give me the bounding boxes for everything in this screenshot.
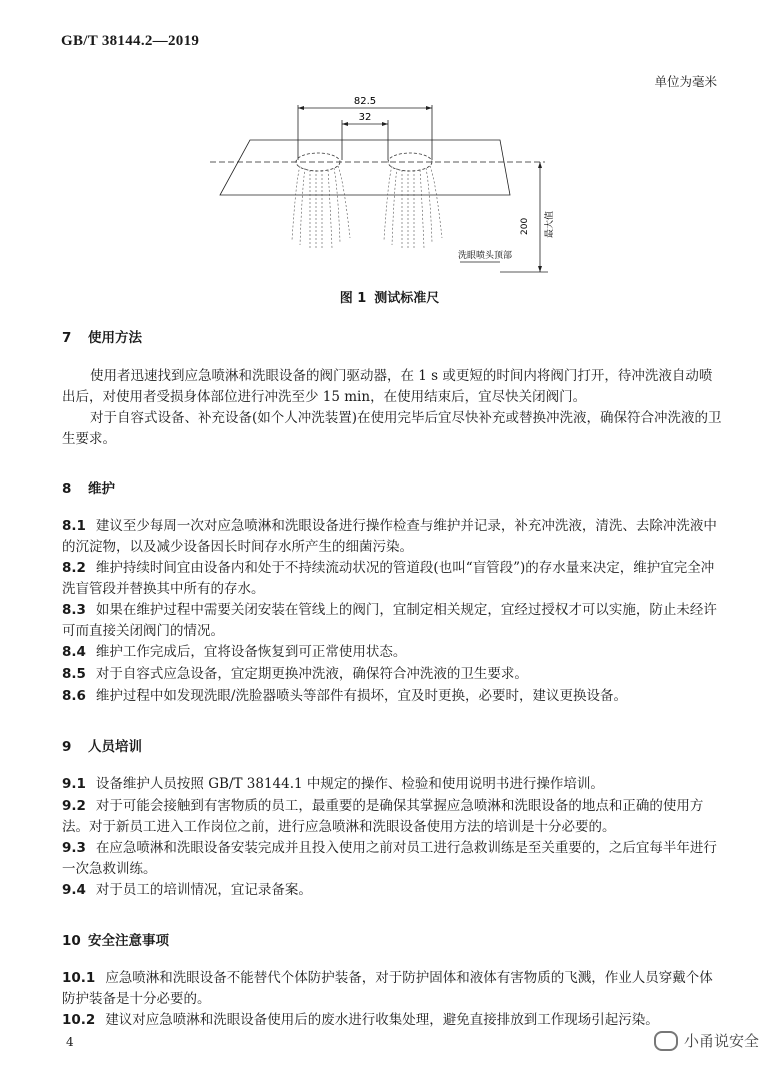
- clause-text: 对于员工的培训情况，宜记录备案。: [95, 882, 312, 898]
- clause-number: 10.2: [62, 1012, 96, 1028]
- figure-caption-title: 测试标准尺: [374, 291, 440, 306]
- paragraph: 使用者迅速找到应急喷淋和洗眼设备的阀门驱动器，在 1 s 或更短的时间内将阀门打开，待冲洗液自动喷出后，对使用者受损身体部位进行冲洗至少 15 min，在使用结束后，宜尽快关闭阀门。: [62, 368, 713, 405]
- section-title: 维护: [88, 481, 115, 497]
- dim-inner-label: 32: [358, 112, 372, 123]
- section-number: 7: [62, 330, 72, 346]
- clause-8-3: [62, 600, 722, 642]
- clause-10-1: [62, 968, 722, 1010]
- clause-number: 8.6: [62, 688, 86, 704]
- standard-number: GB/T 38144.2—2019: [61, 33, 200, 49]
- clause-number: 8.1: [62, 518, 86, 534]
- clause-number: 8.4: [62, 644, 86, 660]
- chat-bubble-icon: [654, 1031, 678, 1051]
- gauge-plate: [220, 140, 510, 195]
- clause-number: 8.3: [62, 602, 86, 618]
- page-number: 4: [66, 1035, 74, 1049]
- clause-8-1: [62, 516, 722, 558]
- clause-number: 8.5: [62, 666, 86, 682]
- clause-9-2: [62, 796, 722, 838]
- test-gauge-figure: [200, 90, 580, 280]
- section-number: 9: [62, 739, 72, 755]
- clause-10-2: [62, 1010, 722, 1031]
- clause-8-5: [62, 664, 722, 685]
- clause-text: 维护工作完成后，宜将设备恢复到可正常使用状态。: [95, 644, 407, 660]
- nozzle-top-label: 洗眼喷头顶部: [458, 251, 513, 261]
- max-value-label: 最大值: [545, 210, 555, 238]
- clause-8-2: [62, 558, 722, 600]
- clause-text: 维护过程中如发现洗眼/洗脸器喷头等部件有损坏，宜及时更换，必要时，建议更换设备。: [95, 688, 627, 704]
- dim-height-label: 200: [520, 217, 530, 235]
- section-title: 使用方法: [88, 330, 142, 346]
- clause-text: 在应急喷淋和洗眼设备安装完成并且投入使用之前对员工进行急救训练是至关重要的，之后宜每半年进行一次急救训练。: [62, 840, 717, 877]
- clause-8-6: [62, 686, 722, 707]
- clause-9-1: [62, 774, 722, 795]
- figure-caption-number: 图 1: [339, 291, 367, 306]
- spray-streams: [292, 166, 442, 250]
- clause-text: 如果在维护过程中需要关闭安装在管线上的阀门，宜制定相关规定，宜经过授权才可以实施，防止未经许可而直接关闭阀门的情况。: [62, 602, 717, 639]
- figure-caption: [0, 287, 779, 306]
- dim-outer-label: 82.5: [353, 96, 377, 107]
- section-title: 人员培训: [88, 739, 142, 755]
- clause-text: 维护持续时间宜由设备内和处于不持续流动状况的管道段(也叫“盲管段”)的存水量来决定，维护宜完全冲洗盲管段并替换其中所有的存水。: [62, 560, 715, 597]
- clause-number: 9.2: [62, 798, 86, 814]
- section-title: 安全注意事项: [88, 933, 169, 949]
- clause-number: 9.1: [62, 776, 86, 792]
- clause-text: 设备维护人员按照 GB/T 38144.1 中规定的操作、检验和使用说明书进行操作培训。: [95, 776, 604, 792]
- section-number: 10: [62, 933, 81, 949]
- section-heading-8: [62, 477, 115, 497]
- watermark: [654, 1030, 759, 1051]
- section-number: 8: [62, 481, 72, 497]
- section-heading-7: [62, 326, 142, 346]
- section-heading-10: [62, 929, 169, 949]
- clause-text: 对于自容式应急设备，宜定期更换冲洗液，确保符合冲洗液的卫生要求。: [95, 666, 528, 682]
- clause-number: 9.4: [62, 882, 86, 898]
- clause-9-3: [62, 838, 722, 880]
- paragraph: 对于自容式设备、补充设备(如个人冲洗装置)在使用完毕后宜尽快补充或替换冲洗液，确保符合冲洗液的卫生要求。: [62, 410, 722, 447]
- clause-number: 8.2: [62, 560, 86, 576]
- clause-number: 9.3: [62, 840, 86, 856]
- clause-text: 建议对应急喷淋和洗眼设备使用后的废水进行收集处理，避免直接排放到工作现场引起污染。: [105, 1012, 659, 1028]
- clause-text: 对于可能会接触到有害物质的员工，最重要的是确保其掌握应急喷淋和洗眼设备的地点和正确的使用方法。对于新员工进入工作岗位之前，进行应急喷淋和洗眼设备使用方法的培训是十分必要的。: [62, 798, 704, 835]
- clause-text: 应急喷淋和洗眼设备不能替代个体防护装备，对于防护固体和液体有害物质的飞溅，作业人员穿戴个体防护装备是十分必要的。: [62, 970, 713, 1007]
- clause-text: 建议至少每周一次对应急喷淋和洗眼设备进行操作检查与维护并记录，补充冲洗液，清洗、去除冲洗液中的沉淀物，以及减少设备因长时间存水所产生的细菌污染。: [62, 518, 717, 555]
- watermark-text: 小甬说安全: [683, 1032, 759, 1050]
- clause-number: 10.1: [62, 970, 96, 986]
- section-heading-9: [62, 735, 142, 755]
- clause-8-4: [62, 642, 722, 663]
- clause-9-4: [62, 880, 722, 901]
- unit-note: 单位为毫米: [654, 74, 717, 89]
